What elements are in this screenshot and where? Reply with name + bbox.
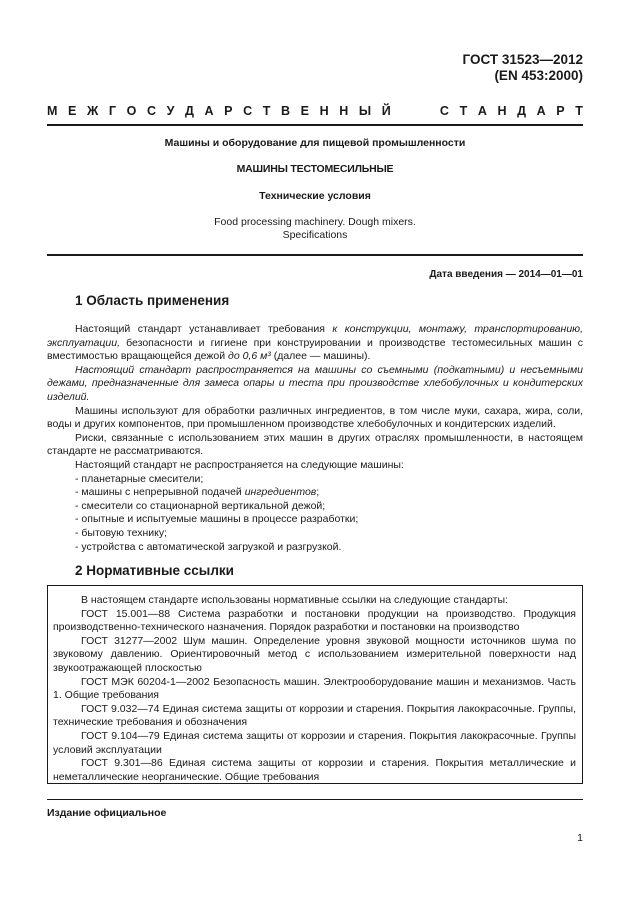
banner-letter: Т xyxy=(262,104,271,118)
banner-letter: С xyxy=(439,104,449,118)
paragraph: Настоящий стандарт не распространяется на следующие машины: xyxy=(75,458,404,471)
banner-letter: Т xyxy=(575,104,583,118)
reference-item: ГОСТ 9.032—74 Единая система защиты от коррозии и старения. Покрытия лакокрасочные. Группы, технические требования и обозначения xyxy=(53,702,576,729)
banner-letter: М xyxy=(47,104,58,118)
banner-word-gap xyxy=(401,103,429,119)
banner-letter: Е xyxy=(300,104,309,118)
banner-letter: В xyxy=(280,104,291,118)
subject-area: Машины и оборудование для пищевой промышленности xyxy=(164,137,466,149)
banner-letter: У xyxy=(166,104,175,118)
banner-letter: Н xyxy=(339,104,349,118)
document-subtitle: Технические условия xyxy=(259,190,371,202)
standard-type-banner xyxy=(47,103,583,119)
document-title: МАШИНЫ ТЕСТОМЕСИЛЬНЫЕ xyxy=(236,163,394,175)
paragraph: Настоящий стандарт распространяется на машины со съемными (подкатными) и несъемными дежами, предназначенные для замеса опары и теста при производстве хлебобулочных и кондитерских изделий. xyxy=(47,363,583,403)
references-list xyxy=(53,594,576,784)
banner-letter: Н xyxy=(497,104,507,118)
banner-letter: Ы xyxy=(358,104,372,118)
references-box xyxy=(47,585,583,784)
english-subtitle: Specifications xyxy=(282,229,348,241)
section-heading-scope: 1 Область применения xyxy=(75,293,230,308)
banner-letter: А xyxy=(204,104,214,118)
footer-rule xyxy=(47,799,583,800)
list-item: - устройства с автоматической загрузкой и разгрузкой. xyxy=(75,540,342,553)
banner-letter: Д xyxy=(517,104,526,118)
paragraph: В настоящем стандарте использованы нормативные ссылки на следующие стандарты: xyxy=(81,594,508,606)
paragraph: Настоящий стандарт устанавливает требования к конструкции, монтажу, транспортированию, эксплуатации, безопасности и гигиене при конструировании и производстве тестомесильных машин с вместимостью вращающейся дежой до 0,6 м³ (далее — машины). xyxy=(47,323,583,363)
paragraph: Риски, связанные с использованием этих машин в других отраслях промышленности, в настоящем стандарте не рассматриваются. xyxy=(47,431,583,458)
banner-letter: Й xyxy=(381,104,391,118)
banner-rule xyxy=(47,124,583,126)
document-code: ГОСТ 31523—2012 xyxy=(462,52,583,67)
banner-letter: Р xyxy=(224,104,233,118)
list-item: - машины с непрерывной подачей ингредиентов; xyxy=(75,486,320,499)
banner-letter: Ж xyxy=(86,104,99,118)
banner-letter: Е xyxy=(68,104,77,118)
reference-item: ГОСТ 31277—2002 Шум машин. Определение уровня звуковой мощности источников шума по звуковому давлению. Ориентировочный метод с использованием измерительной поверхности над звукоотражающей плоскостью xyxy=(53,634,576,674)
banner-letter: А xyxy=(536,104,546,118)
list-item: - бытовую технику; xyxy=(75,526,167,539)
banner-letter: С xyxy=(243,104,253,118)
section-heading-references: 2 Нормативные ссылки xyxy=(75,563,234,578)
banner-letter: Г xyxy=(108,104,116,118)
banner-letter: Н xyxy=(319,104,329,118)
introduction-date: Дата введения — 2014—01—01 xyxy=(429,269,583,280)
edition-label: Издание официальное xyxy=(47,807,167,819)
banner-letter: С xyxy=(146,104,156,118)
banner-letter: О xyxy=(126,104,137,118)
english-title: Food processing machinery. Dough mixers. xyxy=(214,216,416,228)
document-code-en: (EN 453:2000) xyxy=(494,68,583,83)
list-item: - опытные и испытуемые машины в процессе разработки; xyxy=(75,513,359,526)
banner-letter: Р xyxy=(556,104,565,118)
reference-item: ГОСТ 15.001—88 Система разработки и постановки продукции на производство. Продукция производственно-технического назначения. Порядок разработки и постановки на производство xyxy=(53,607,576,634)
list-item: - смесители со стационарной вертикальной дежой; xyxy=(75,499,326,512)
reference-item: ГОСТ 9.301—86 Единая система защиты от коррозии и старения. Покрытия металлические и неметаллические неорганические. Общие требования xyxy=(53,757,576,783)
banner-letter: Т xyxy=(459,104,468,118)
reference-item: ГОСТ МЭК 60204-1—2002 Безопасность машин. Электрооборудование машин и механизмов. Часть 1. Общие требования xyxy=(53,675,576,702)
paragraph: Машины используют для обработки различных ингредиентов, в том числе муки, сахара, жира, соли, воды и других компонентов, при промышленном производстве хлебобулочных и кондитерских изделий. xyxy=(47,404,583,431)
list-item: - планетарные смесители; xyxy=(75,472,204,485)
banner-letter: А xyxy=(477,104,487,118)
banner-letter: Д xyxy=(184,104,194,118)
section-body-scope xyxy=(47,323,583,554)
reference-item: ГОСТ 9.104—79 Единая система защиты от коррозии и старения. Покрытия лакокрасочные. Группы условий эксплуатации xyxy=(53,729,576,756)
page-number: 1 xyxy=(577,832,583,844)
title-rule xyxy=(47,254,583,256)
